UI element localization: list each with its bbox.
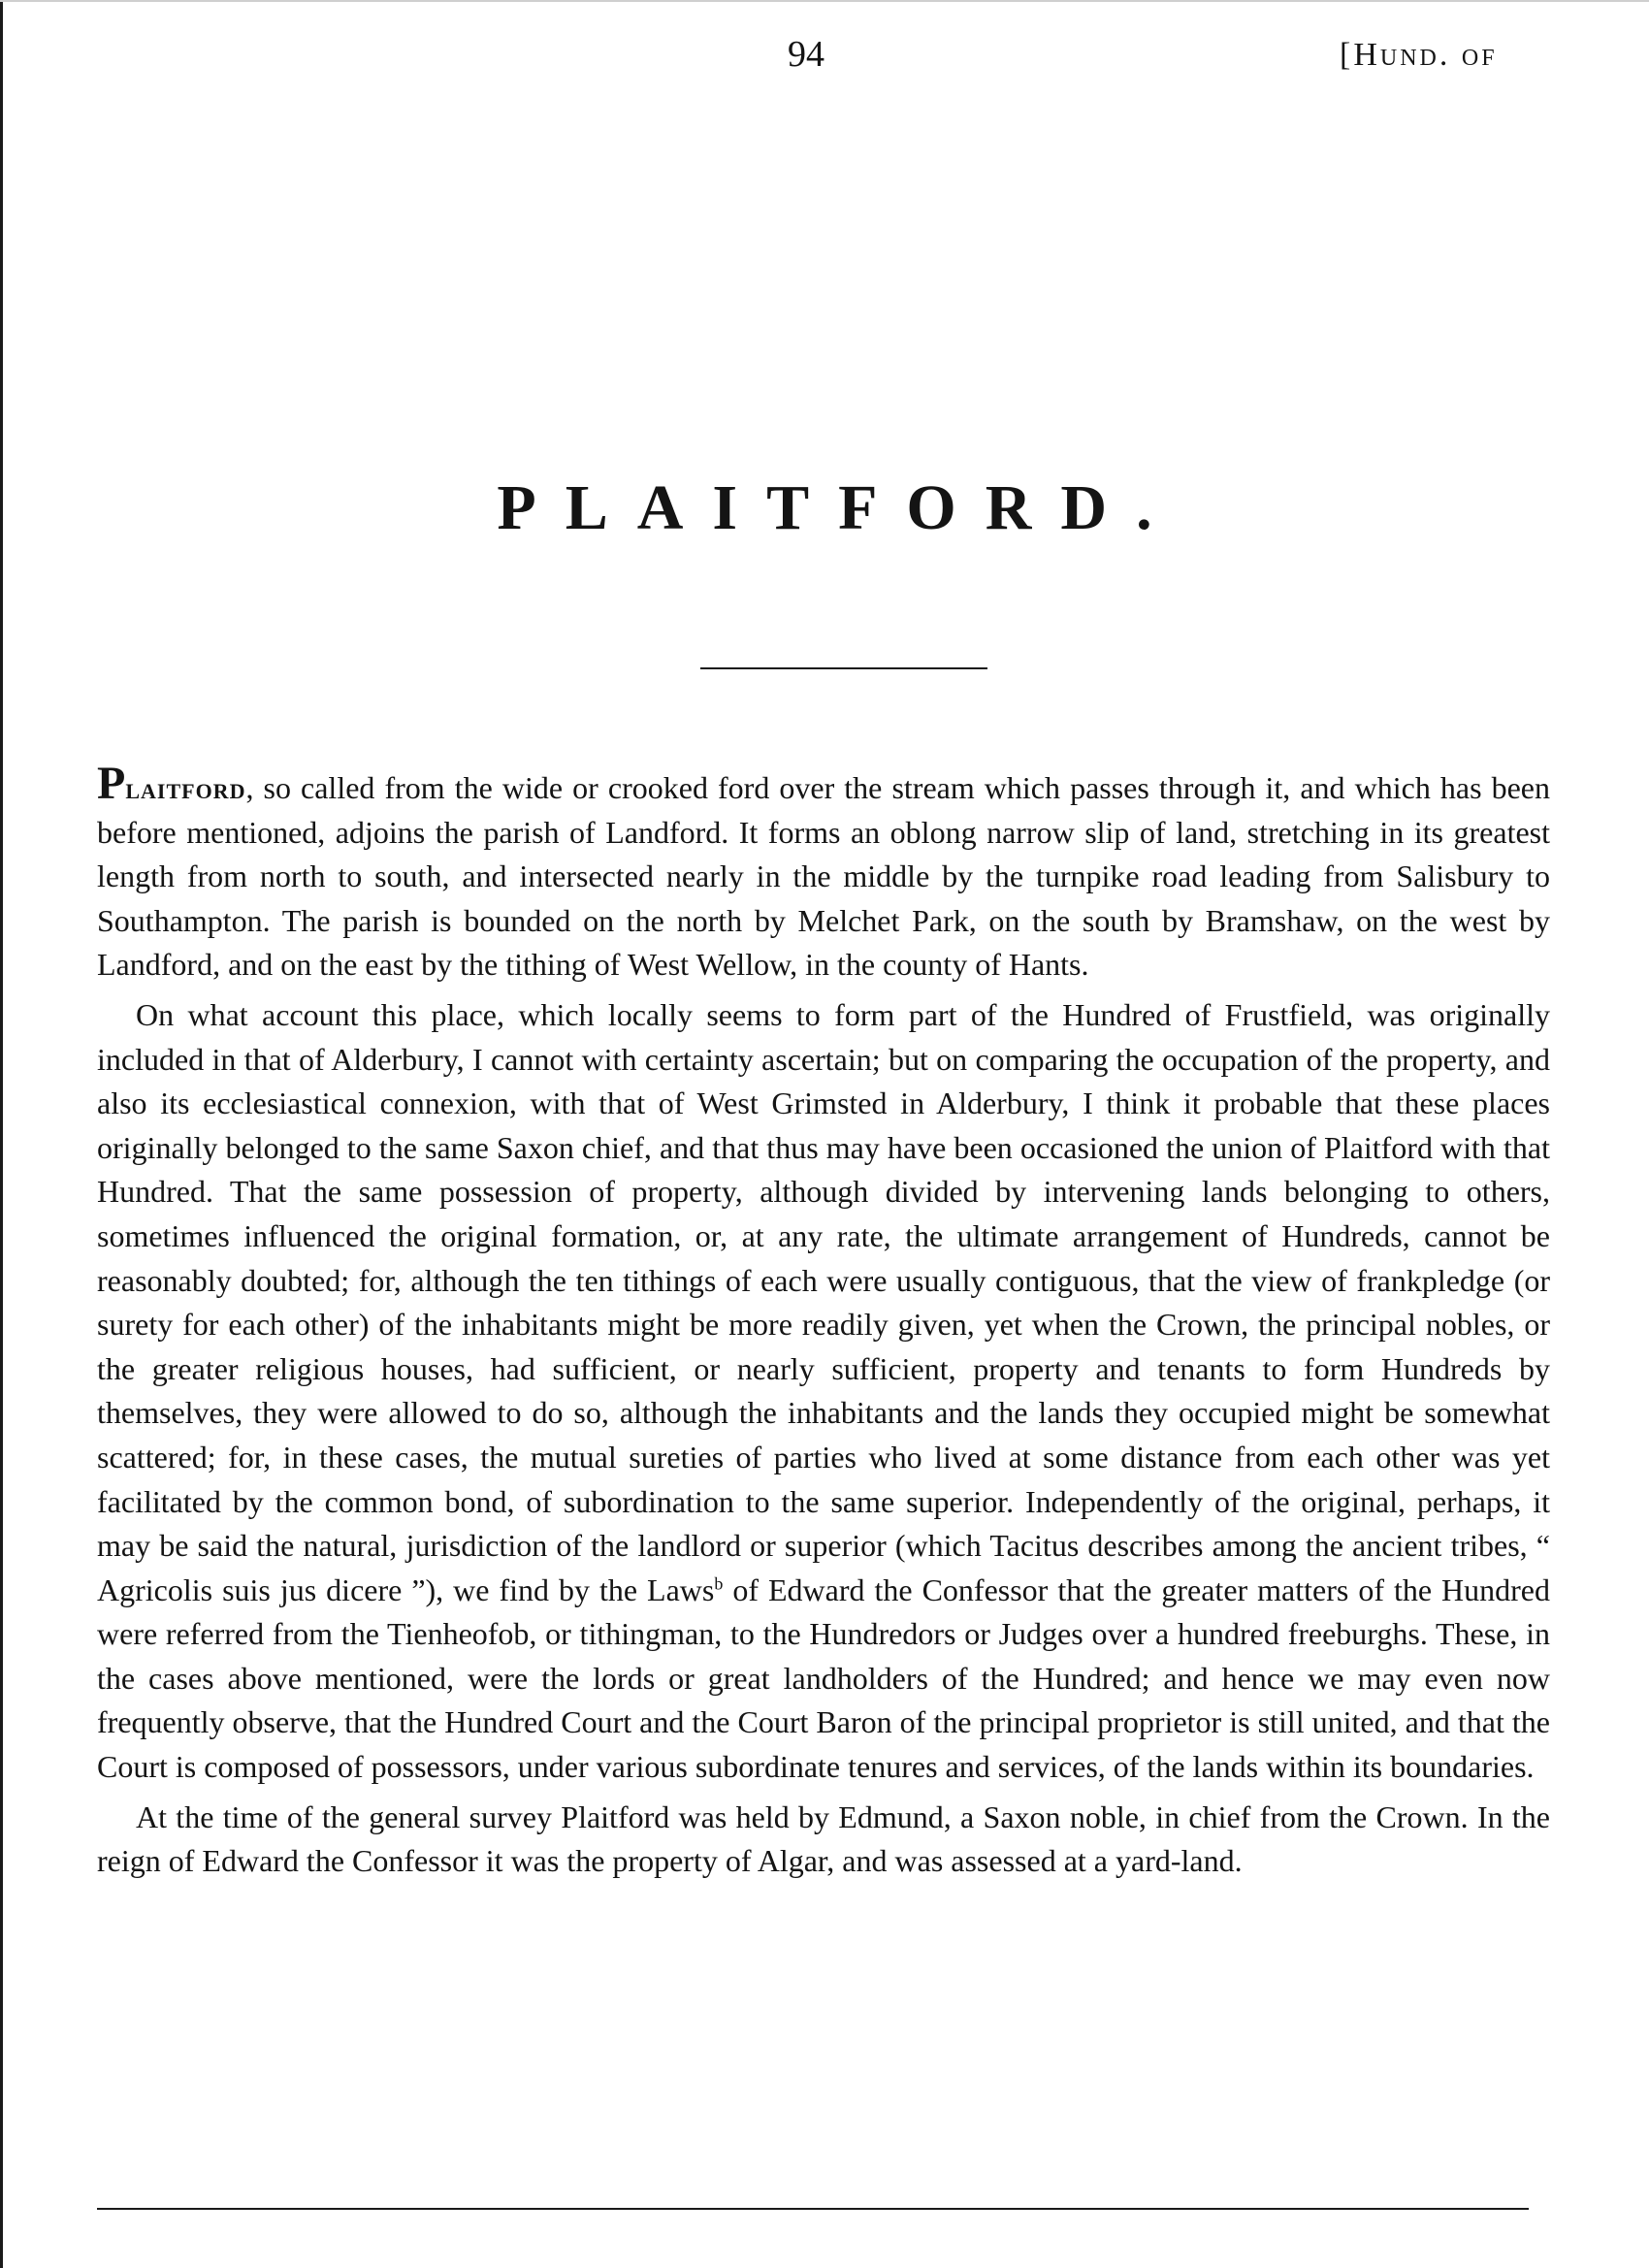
hundred-reference: [Hund. of — [1340, 37, 1498, 73]
page-number: 94 — [788, 34, 824, 75]
page-title: PLAITFORD. — [497, 472, 1181, 543]
drop-cap: P — [97, 758, 126, 809]
paragraph-1-text: , so called from the wide or crooked ford over the stream which passes through it, and which has been before mentioned, adjoins the parish of Landford. It forms an oblong narrow slip of land, stretching in its greatest length from north to south, and intersected nearly in the middle by the turnpike road leading from Salisbury to Southampton. The parish is bounded on the north by Melchet Park, on the south by Bramshaw, on the west by Landford, and on the east by the tithing of West Wellow, in the county of Hants. — [97, 770, 1550, 983]
paragraph-1 — [97, 758, 1550, 988]
footnote-divider — [97, 2208, 1529, 2210]
paragraph-3-text: At the time of the general survey Plaitford was held by Edmund, a Saxon noble, in chief from the Crown. In the reign of Edward the Confessor it was the property of Algar, and was assessed at a yard-land. — [97, 1798, 1550, 1879]
paragraph-3 — [97, 1796, 1550, 1884]
page-edge-left — [0, 0, 3, 2268]
body-text — [97, 758, 1551, 1890]
title-divider — [700, 667, 987, 669]
running-head — [0, 33, 1649, 91]
page-edge-top — [0, 0, 1649, 2]
paragraph-2-text-end: of Edward the Confessor that the greater matters of the Hundred were referred from the Tienheofob, or tithingman, to the Hundredors or Judges over a hundred freeburghs. These, in the cases above mentioned, were the lords or great landholders of the Hundred; and hence we may even now frequently observe, that the Hundred Court and the Court Baron of the principal proprietor is still united, and that the Court is composed of possessors, under various subordinate tenures and services, of the lands within its boundaries. — [97, 1571, 1551, 1785]
lead-word: laitford — [125, 770, 246, 805]
paragraph-2-text-start: On what account this place, which locally seems to form part of the Hundred of Frustfield, was originally included in that of Alderbury, I cannot with certainty ascertain; but on comparing the occupation of the property, and also its ecclesiastical connexion, with that of West Grimsted in Alderbury, I think it probable that these places originally belonged to the same Saxon chief, and that thus may have been occasioned the union of Plaitford with that Hundred. That the same possession of property, although divided by intervening lands belonging to others, sometimes influenced the original formation, or, at any rate, the ultimate arrangement of Hundreds, cannot be reasonably doubted; for, although the ten tithings of each were usually contiguous, that the view of frankpledge (or surety for each other) of the inhabitants might be more readily given, yet when the Crown, the principal nobles, or the greater religious houses, had sufficient, or nearly sufficient, property and tenants to form Hundreds by themselves, they were allowed to do so, although the inhabitants and the lands they occupied might be somewhat scattered; for, in these cases, the mutual sureties of parties who lived at some distance from each other was yet facilitated by the common bond, of subordination to the same superior. Independently of the original, perhaps, it may be said the natural, jurisdiction of the landlord or superior (which Tacitus describes among the ancient tribes, “ Agricolis suis jus dicere ”), we find by the Laws — [97, 996, 1550, 1607]
paragraph-2 — [97, 993, 1550, 1790]
footnote-reference[interactable]: b — [714, 1573, 724, 1594]
